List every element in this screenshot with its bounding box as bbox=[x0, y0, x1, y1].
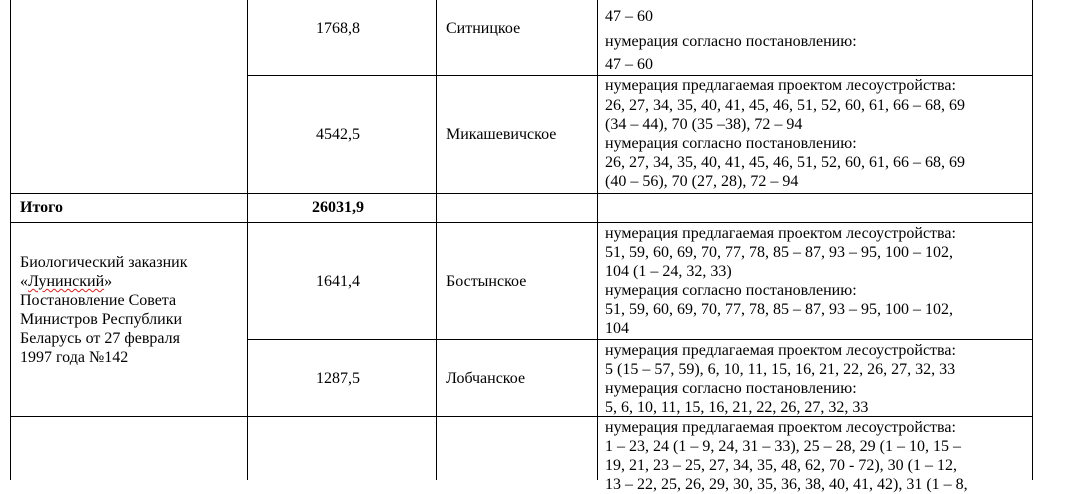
total-label: Итого bbox=[20, 199, 63, 216]
numbering-line: 26, 27, 34, 35, 40, 41, 45, 46, 51, 52, 60, 61, 66 – 68, 69 bbox=[605, 154, 965, 171]
numbering-line: нумерация предлагаемая проектом лесоустройства: bbox=[605, 225, 956, 242]
area-cell: 4542,5 bbox=[316, 126, 360, 143]
numbering-line: 51, 59, 60, 69, 70, 77, 78, 85 – 87, 93 – 95, 100 – 102, bbox=[605, 244, 953, 261]
forestry-cell: Лобчанское bbox=[446, 370, 526, 387]
numbering-line: нумерация согласно постановлению: bbox=[605, 380, 857, 397]
column-divider bbox=[247, 0, 248, 480]
area-cell: 1287,5 bbox=[316, 370, 360, 387]
row-divider bbox=[10, 222, 1033, 223]
close-quote: » bbox=[104, 273, 113, 290]
reserve-name: Лунинский bbox=[28, 273, 105, 290]
numbering-line: 5 (15 – 57, 59), 6, 10, 11, 15, 16, 21, 22, 26, 27, 32, 33 bbox=[605, 361, 956, 378]
numbering-line: 1 – 23, 24 (1 – 9, 24, 31 – 33), 25 – 28, 29 (1 – 10, 15 – bbox=[605, 438, 961, 455]
numbering-line: 5, 6, 10, 11, 15, 16, 21, 22, 26, 27, 32, 33 bbox=[605, 399, 869, 416]
row-divider bbox=[10, 416, 1033, 417]
forestry-cell: Бостынское bbox=[446, 273, 527, 290]
table-border-left bbox=[10, 0, 11, 480]
reserve-line: Биологический заказник bbox=[20, 254, 188, 271]
numbering-line: нумерация согласно постановлению: bbox=[605, 282, 857, 299]
area-cell: 1768,8 bbox=[316, 20, 360, 37]
reserve-line: 1997 года №142 bbox=[20, 349, 129, 366]
row-divider bbox=[247, 339, 1033, 340]
row-divider bbox=[10, 193, 1033, 194]
reserve-line: Беларусь от 27 февраля bbox=[20, 330, 180, 347]
numbering-line: 104 bbox=[605, 320, 629, 337]
numbering-line: (34 – 44), 70 (35 –38), 72 – 94 bbox=[605, 116, 803, 133]
numbering-line: нумерация согласно постановлению: bbox=[605, 33, 857, 50]
numbering-line: 47 – 60 bbox=[605, 8, 653, 25]
numbering-line: 26, 27, 34, 35, 40, 41, 45, 46, 51, 52, 60, 61, 66 – 68, 69 bbox=[605, 97, 965, 114]
numbering-line: нумерация предлагаемая проектом лесоустройства: bbox=[605, 342, 956, 359]
total-area: 26031,9 bbox=[312, 199, 364, 216]
forestry-cell: Микашевичское bbox=[446, 126, 557, 143]
area-cell: 1641,4 bbox=[316, 273, 360, 290]
numbering-line: нумерация согласно постановлению: bbox=[605, 135, 857, 152]
numbering-line: 51, 59, 60, 69, 70, 77, 78, 85 – 87, 93 – 95, 100 – 102, bbox=[605, 301, 953, 318]
forestry-cell: Ситницкое bbox=[446, 20, 521, 37]
column-divider bbox=[436, 0, 437, 480]
column-divider bbox=[597, 0, 598, 480]
reserve-line: Министров Республики bbox=[20, 311, 183, 328]
numbering-line: (40 – 56), 70 (27, 28), 72 – 94 bbox=[605, 173, 799, 190]
numbering-line: 104 (1 – 24, 32, 33) bbox=[605, 263, 732, 280]
numbering-line: 13 – 22, 25, 26, 29, 30, 35, 36, 38, 40, 41, 42), 31 (1 – 8, bbox=[605, 476, 968, 493]
open-quote: « bbox=[20, 273, 28, 290]
numbering-line: нумерация предлагаемая проектом лесоустройства: bbox=[605, 419, 956, 436]
table-border-right bbox=[1032, 0, 1033, 480]
reserve-name-line bbox=[20, 272, 112, 291]
numbering-line: 47 – 60 bbox=[605, 56, 653, 73]
reserve-line: Постановление Совета bbox=[20, 292, 177, 309]
numbering-line: 19, 21, 23 – 25, 27, 34, 35, 48, 62, 70 - 72), 30 (1 – 12, bbox=[605, 457, 957, 474]
numbering-line: нумерация предлагаемая проектом лесоустройства: bbox=[605, 77, 956, 94]
